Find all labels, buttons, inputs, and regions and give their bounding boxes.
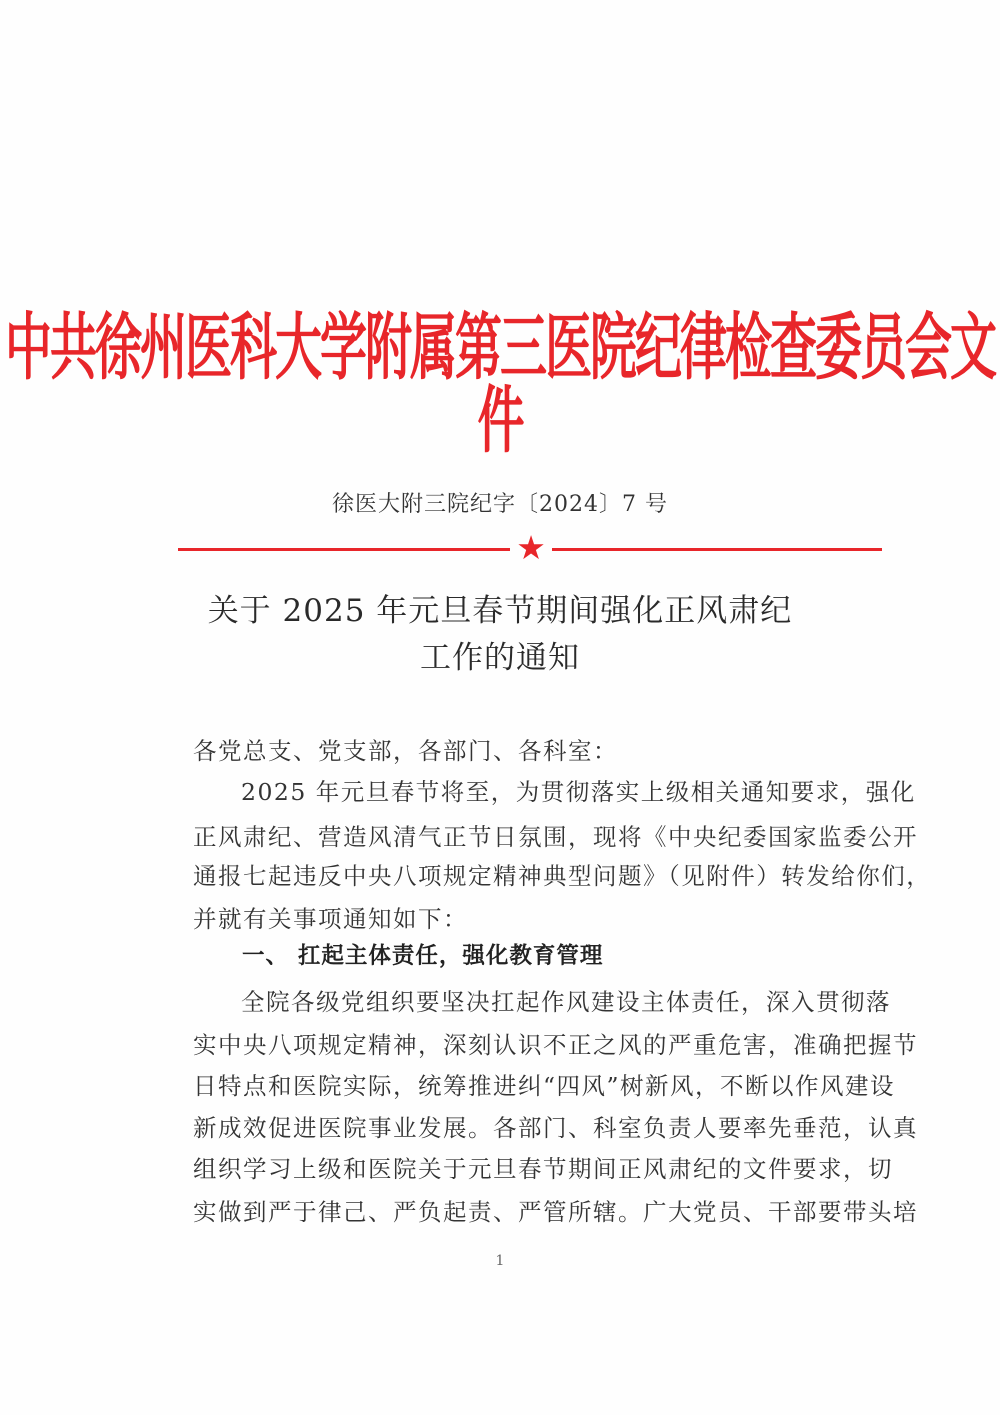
addressee-line: 各党总支、党支部，各部门、各科室： <box>193 737 618 765</box>
paragraph-2-line-2: 实中央八项规定精神，深刻认识不正之风的严重危害，准确把握节 <box>193 1031 918 1059</box>
red-star-icon: ★ <box>516 528 546 567</box>
notice-title-line-2: 工作的通知 <box>420 640 580 676</box>
paragraph-1-line-4: 并就有关事项通知如下： <box>193 905 468 933</box>
paragraph-2-line-4: 新成效促进医院事业发展。各部门、科室负责人要率先垂范，认真 <box>193 1114 918 1142</box>
document-number: 徐医大附三院纪字〔2024〕7 号 <box>332 492 668 517</box>
paragraph-2-line-6: 实做到严于律己、严负起责、严管所辖。广大党员、干部要带头培 <box>193 1198 918 1226</box>
paragraph-2-line-1: 全院各级党组织要坚决扛起作风建设主体责任，深入贯彻落 <box>241 988 891 1016</box>
section-1-heading: 一、 扛起主体责任，强化教育管理 <box>242 943 604 969</box>
paragraph-2-line-5: 组织学习上级和医院关于元旦春节期间正风肃纪的文件要求，切 <box>193 1155 893 1183</box>
paragraph-1-line-2: 正风肃纪、营造风清气正节日氛围，现将《中央纪委国家监委公开 <box>193 823 918 851</box>
red-divider-right <box>552 548 882 551</box>
notice-title-line-1: 关于 2025 年元旦春节期间强化正风肃纪 <box>207 593 793 629</box>
page-number: 1 <box>495 1253 505 1269</box>
paragraph-1-line-3: 通报七起违反中央八项规定精神典型问题》（见附件）转发给你们， <box>193 862 932 890</box>
paragraph-1-line-1: 2025 年元旦春节将至，为贯彻落实上级相关通知要求，强化 <box>241 778 916 806</box>
paragraph-2-line-3: 日特点和医院实际，统筹推进纠“四风”树新风，不断以作风建设 <box>193 1072 896 1100</box>
document-header-title: 中共徐州医科大学附属第三医院纪律检查委员会文件 <box>5 305 995 464</box>
red-divider-left <box>178 548 510 551</box>
